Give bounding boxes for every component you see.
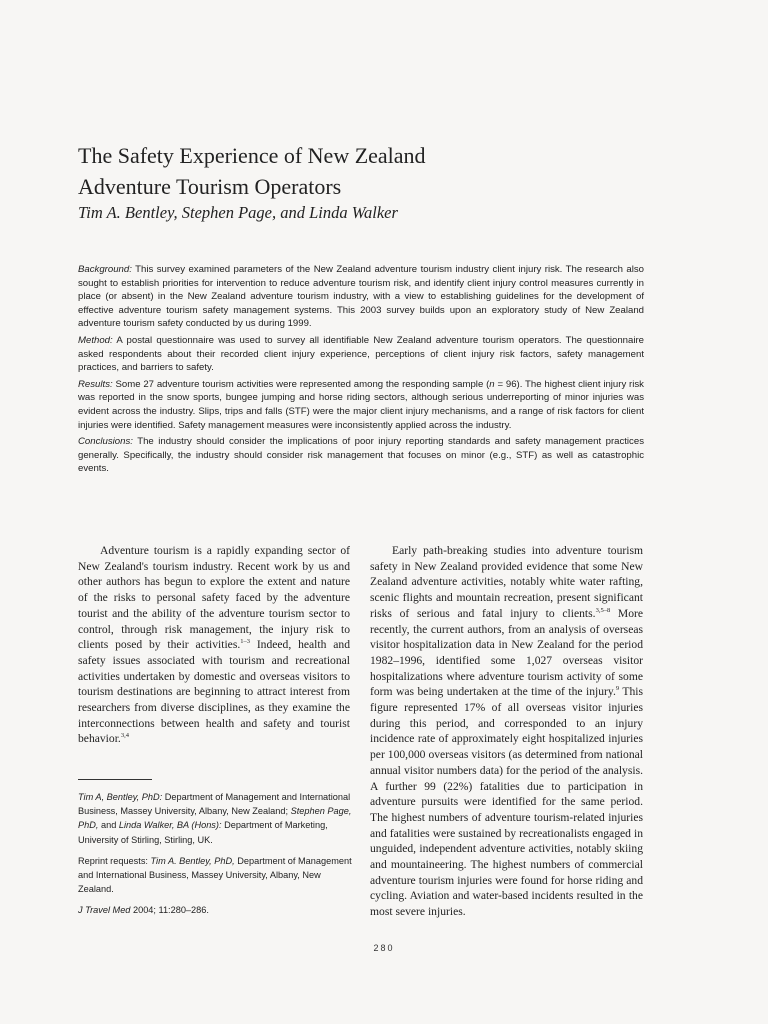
affil-text-3: Department of Marketing, University of Stirling, Stirling, UK. <box>78 820 328 845</box>
background-label: Background: <box>78 264 132 275</box>
affiliations <box>78 790 358 847</box>
right-paragraph <box>370 543 643 920</box>
method-text: A postal questionnaire was used to survey all identifiable New Zealand adventure tourism operators. The questionnaire asked respondents about their recorded client injury experience, perceptions of client injury risk factors, safety management practices, and barriers to safety. <box>78 334 644 374</box>
abstract-conclusions <box>78 435 644 476</box>
reprint-text: Department of Management and International Business, Massey University, Albany, New Zealand. <box>78 855 352 895</box>
affil-name-2: Stephen Page, PhD, <box>78 806 352 831</box>
background-text: This survey examined parameters of the New Zealand adventure tourism industry client injury risk. The research also sought to establish priorities for intervention to reduce adventure tourism risk, and identify client injury control measures currently in place (or absent) in the New Zealand adventure tourism industry, with a view to establishing guidelines for the development of effective adventure tourism safety management systems. This 2003 survey builds upon an exploratory study of New Zealand adventure tourism safety conducted by us during 1999. <box>78 264 644 330</box>
abstract-background <box>78 263 644 331</box>
left-text-1: Adventure tourism is a rapidly expanding sector of New Zealand's tourism industry. Recent work by us and other authors has begun to explore the extent and nature of the risks to personal safety faced by the adventure tourist and the ability of the adventure tourism sector to control, through risk management, the injury risk to clients posed by their activities. <box>78 544 350 652</box>
title-line-1: The Safety Experience of New Zealand <box>78 143 426 168</box>
affil-name-3: Linda Walker, BA (Hons): <box>118 820 222 831</box>
method-label: Method: <box>78 334 113 346</box>
journal-citation <box>78 903 358 917</box>
abstract-method <box>78 334 644 375</box>
ref-superscript: 9 <box>615 685 620 693</box>
affil-text-2: and <box>98 820 119 831</box>
results-text-2: = 96). The highest client injury risk was reported in the snow sports, bungee jumping and horse riding sectors, although serious underreporting of minor injuries was evident across the industry. Slips, trips and falls (STF) were the major client injury mechanisms, and a range of risk factors for client injuries were identified. Safety management measures were inconsistently applied across the industry. <box>78 378 644 431</box>
citation-text: 2004; 11:280–286. <box>130 905 209 916</box>
page-number: 280 <box>373 943 395 953</box>
body-column-left <box>78 543 350 747</box>
journal-name: J Travel Med <box>78 905 131 916</box>
results-text-1: Some 27 adventure tourism activities were represented among the responding sample ( <box>115 378 490 390</box>
right-text-3: This figure represented 17% of all overseas visitor injuries during this period, and corresponded to an injury incidence rate of approximately eight hospitalized injuries per 100,000 overseas visitors (as determined from national annual visitor numbers data) for the period of the analysis. A further 99 (22%) fatalities due to participation in adventure pursuits were identified for the same period. The highest numbers of adventure tourism-related injuries and fatalities were sustained by recreationalists engaged in unguided, independent adventure activities, notably skiing and mountaineering. The highest numbers of commercial adventure tourism injuries were found for horse riding and cycling. Aviation and water-based incidents resulted in the most severe injuries. <box>370 685 643 919</box>
abstract <box>78 263 644 479</box>
conclusions-text: The industry should consider the implications of poor injury reporting standards and safety management practices generally. Specifically, the industry should consider risk management that focuses on minor (e.g., STF) as well as catastrophic events. <box>78 436 644 475</box>
left-text-2: Indeed, health and safety issues associated with tourism and recreational activities undertaken by domestic and overseas visitors to tourism destinations are beginning to attract interest from researchers from diverse disciplines, as they examine the interconnections between health and safety and tourist behavior. <box>78 638 350 746</box>
ref-superscript: 3,5–8 <box>595 606 611 614</box>
ref-superscript: 3,4 <box>120 732 129 740</box>
right-text-1: Early path-breaking studies into adventure tourism safety in New Zealand provided evidence that some New Zealand adventure activities, notably white water rafting, scenic flights and mountain recreation, present significant risks of serious and fatal injury to clients. <box>370 544 643 620</box>
abstract-results <box>78 378 644 432</box>
body-column-right <box>370 543 643 920</box>
left-paragraph <box>78 543 350 747</box>
title-line-2: Adventure Tourism Operators <box>78 174 342 199</box>
results-label: Results: <box>78 378 113 390</box>
article-title <box>78 140 698 202</box>
reprint-label: Reprint requests: <box>78 855 151 866</box>
right-text-2: More recently, the current authors, from an analysis of overseas visitor hospitalization data in New Zealand for the period 1982–1996, identified some 1,027 overseas visitor hospitalizations where adventure tourism activity of some form was being undertaken at the time of the injury. <box>370 606 644 699</box>
footnote-divider <box>78 779 152 780</box>
author-list: Tim A. Bentley, Stephen Page, and Linda Walker <box>78 203 398 222</box>
ref-superscript: 1–3 <box>240 638 250 646</box>
affil-text-1: Department of Management and International Business, Massey University, Albany, New Zealand; <box>78 792 351 817</box>
reprint-name: Tim A. Bentley, PhD, <box>150 855 235 866</box>
footnotes <box>78 790 358 925</box>
conclusions-label: Conclusions: <box>78 436 133 448</box>
results-n: n <box>489 378 495 390</box>
reprint-requests <box>78 854 358 897</box>
affil-name-1: Tim A, Bentley, PhD: <box>78 792 163 802</box>
